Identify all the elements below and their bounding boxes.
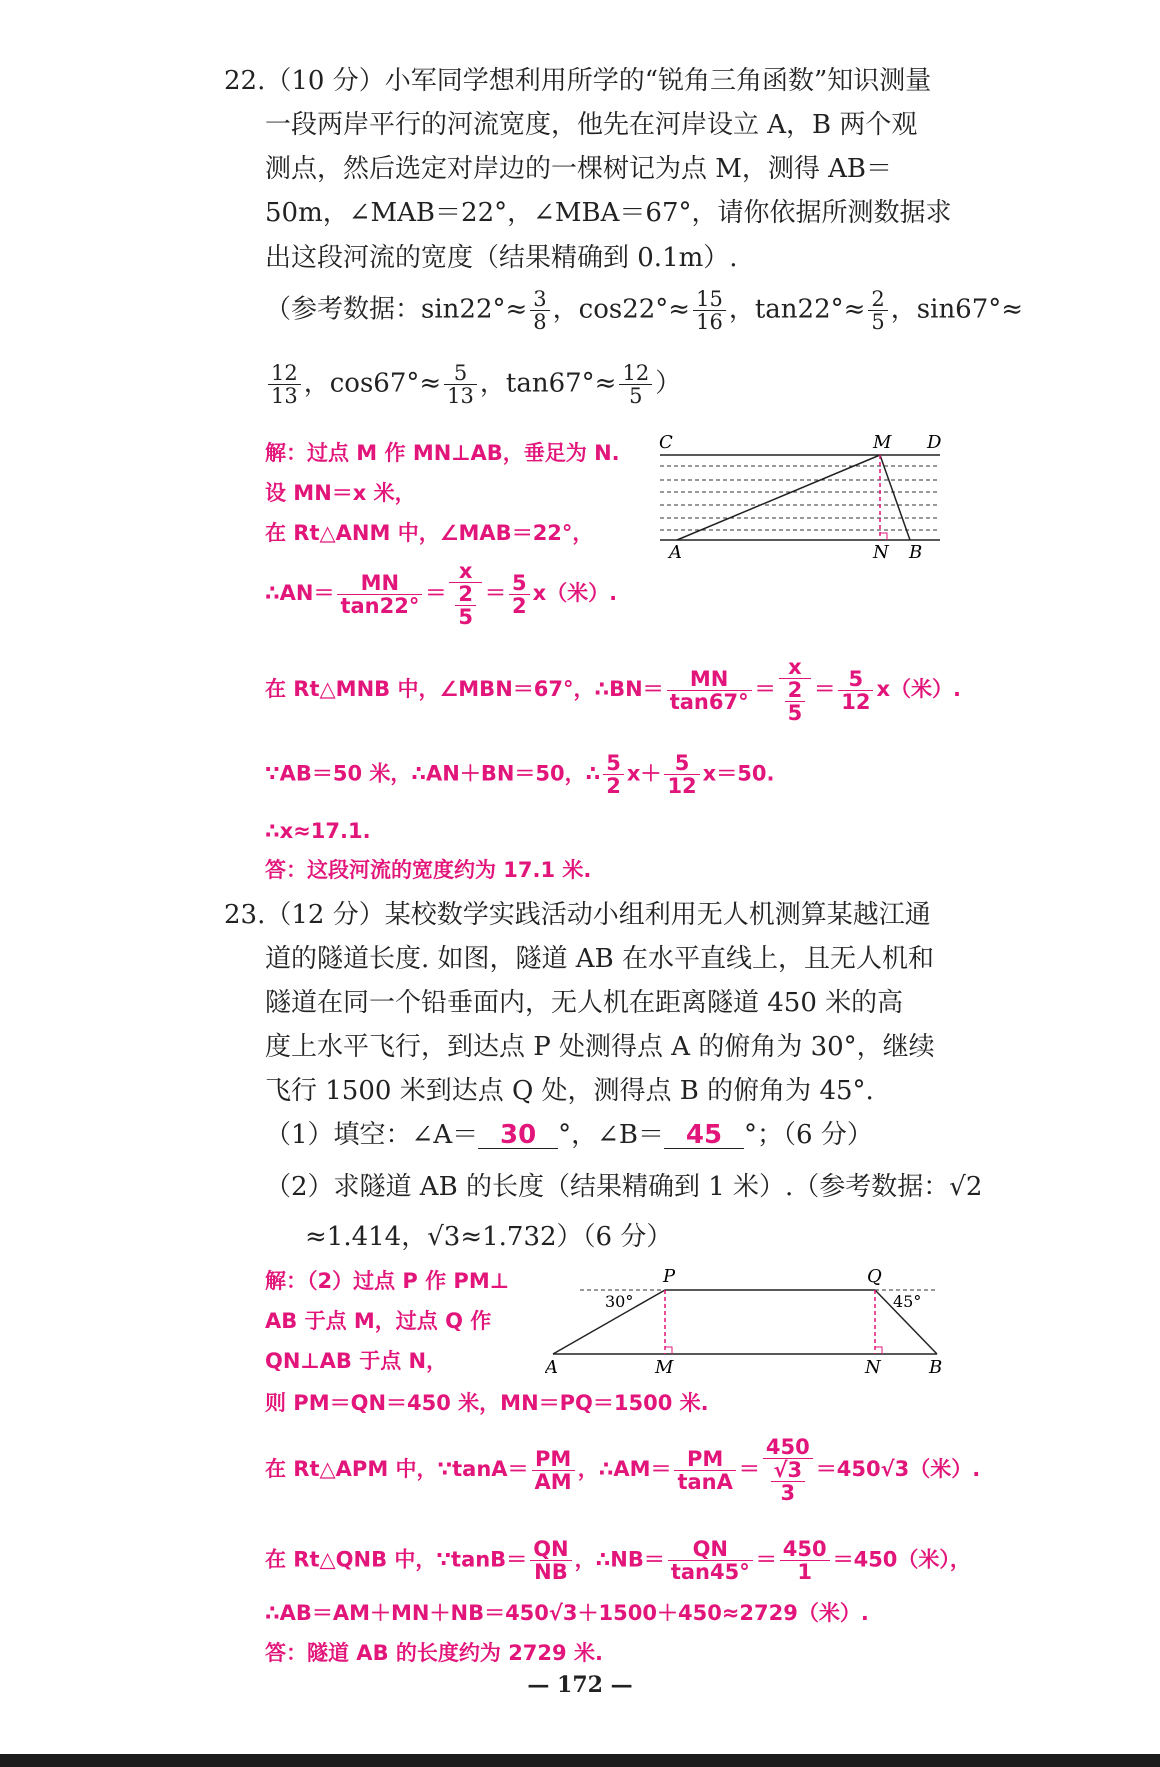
- label-a: A: [545, 1357, 558, 1377]
- sol23-line-5: 在 Rt△APM 中，∵tanA＝ $\frac{PM}{AM}$ ，∴AM＝ $\frac{PM}{\tan A}$ ＝ $\frac{450}{\frac{√3}{3}}$ ＝450√3（米）.: [265, 1435, 981, 1506]
- right-angle-mark: [880, 533, 887, 540]
- sol23-line-2: AB 于点 M，过点 Q 作: [265, 1309, 492, 1333]
- label-c: C: [659, 432, 673, 453]
- label-d: D: [927, 432, 942, 453]
- q23-line-2: 道的隧道长度. 如图，隧道 AB 在水平直线上，且无人机和: [265, 944, 934, 974]
- label-q: Q: [867, 1266, 882, 1287]
- label-m: M: [873, 432, 892, 453]
- label-p: P: [663, 1266, 676, 1287]
- sol22-line-7: ∴x≈17.1.: [265, 819, 371, 843]
- q22-line-2: 一段两岸平行的河流宽度，他先在河岸设立 A，B 两个观: [265, 110, 918, 140]
- river-figure: [655, 430, 945, 560]
- segment-am: [677, 455, 880, 540]
- answer-angle-b: 45: [664, 1122, 744, 1149]
- label-n: N: [865, 1357, 881, 1377]
- sol22-line-1: 解：过点 M 作 MN⊥AB，垂足为 N.: [265, 441, 620, 465]
- water-lines: [660, 466, 940, 530]
- q22-line-3: 测点，然后选定对岸边的一棵树记为点 M，测得 AB＝: [265, 154, 893, 184]
- label-n: N: [873, 542, 889, 560]
- q22-reference-data-2: $\frac{12}{13}$ ，cos67°≈ $\frac{5}{13}$ ，tan67°≈ $\frac{12}{5}$ ）: [265, 362, 681, 407]
- sol23-line-1: 解：（2）过点 P 作 PM⊥: [265, 1269, 509, 1293]
- answer-angle-a: 30: [478, 1122, 558, 1149]
- sol22-line-4: ∴AN＝ $\frac{MN}{\tan 22^\circ}$ ＝ $\frac{x}{\frac{2}{5}}$ ＝ $\frac{5}{2}$ x（米）.: [265, 559, 618, 630]
- sol23-line-3: QN⊥AB 于点 N，: [265, 1349, 448, 1373]
- right-angle-m: [665, 1347, 672, 1354]
- label-b: B: [909, 542, 923, 560]
- sol23-answer: 答：隧道 AB 的长度约为 2729 米.: [265, 1641, 603, 1665]
- label-a: A: [669, 542, 682, 560]
- label-b: B: [929, 1357, 943, 1377]
- sol22-line-3: 在 Rt△ANM 中，∠MAB＝22°，: [265, 521, 594, 545]
- q22-line-4: 50m，∠MAB＝22°，∠MBA＝67°，请你依据所测数据求: [265, 198, 952, 228]
- angle-45-label: 45°: [893, 1292, 922, 1311]
- sol22-line-6: ∵AB＝50 米，∴AN＋BN＝50，∴ $\frac{5}{2}$ x＋ $\frac{5}{12}$ x＝50.: [265, 751, 775, 799]
- sol23-line-4: 则 PM＝QN＝450 米，MN＝PQ＝1500 米.: [265, 1391, 709, 1415]
- q22-line-5: 出这段河流的宽度（结果精确到 0.1m）.: [265, 243, 738, 273]
- q22-line-1: 22.（10 分）小军同学想利用所学的“锐角三角函数”知识测量: [224, 66, 932, 96]
- sol22-line-5: 在 Rt△MNB 中，∠MBN＝67°，∴BN＝ $\frac{MN}{\tan 67^\circ}$ ＝ $\frac{x}{\frac{2}{5}}$ ＝ $\frac{5}{12}$ x（米）.: [265, 655, 961, 726]
- q23-line-4: 度上水平飞行，到达点 P 处测得点 A 的俯角为 30°，继续: [265, 1032, 935, 1062]
- q23-part-1: （1）填空：∠A＝ 30 °，∠B＝ 45 °；（6 分）: [265, 1120, 873, 1150]
- q23-part-2: （2）求隧道 AB 的长度（结果精确到 1 米）.（参考数据：√2: [265, 1172, 983, 1202]
- bottom-bar: [0, 1754, 1160, 1767]
- right-angle-n: [875, 1347, 882, 1354]
- sol22-answer: 答：这段河流的宽度约为 17.1 米.: [265, 858, 592, 882]
- q23-line-5: 飞行 1500 米到达点 Q 处，测得点 B 的俯角为 45°.: [265, 1076, 874, 1106]
- angle-30-label: 30°: [605, 1292, 634, 1311]
- sol22-line-2: 设 MN＝x 米，: [265, 481, 416, 505]
- q22-reference-data: （参考数据：sin22°≈ $\frac{3}{8}$ ，cos22°≈ $\frac{15}{16}$ ，tan22°≈ $\frac{2}{5}$ ，sin67°≈: [265, 287, 1024, 335]
- q23-line-1: 23.（12 分）某校数学实践活动小组利用无人机测算某越江通: [224, 900, 931, 930]
- q23-line-3: 隧道在同一个铅垂面内，无人机在距离隧道 450 米的高: [265, 988, 904, 1018]
- q23-part-2-cont: ≈1.414，√3≈1.732）（6 分）: [305, 1222, 673, 1252]
- sol23-line-6: 在 Rt△QNB 中，∵tanB＝ $\frac{QN}{NB}$ ，∴NB＝ $\frac{QN}{\tan 45^\circ}$ ＝ $\frac{450}{1}$ ＝450（米），: [265, 1537, 971, 1585]
- segment-mb: [880, 455, 910, 540]
- label-m: M: [655, 1357, 674, 1377]
- page-number: — 172 —: [527, 1672, 633, 1698]
- sol23-line-7: ∴AB＝AM＋MN＋NB＝450√3＋1500＋450≈2729（米）.: [265, 1601, 869, 1625]
- tunnel-figure: [545, 1262, 945, 1377]
